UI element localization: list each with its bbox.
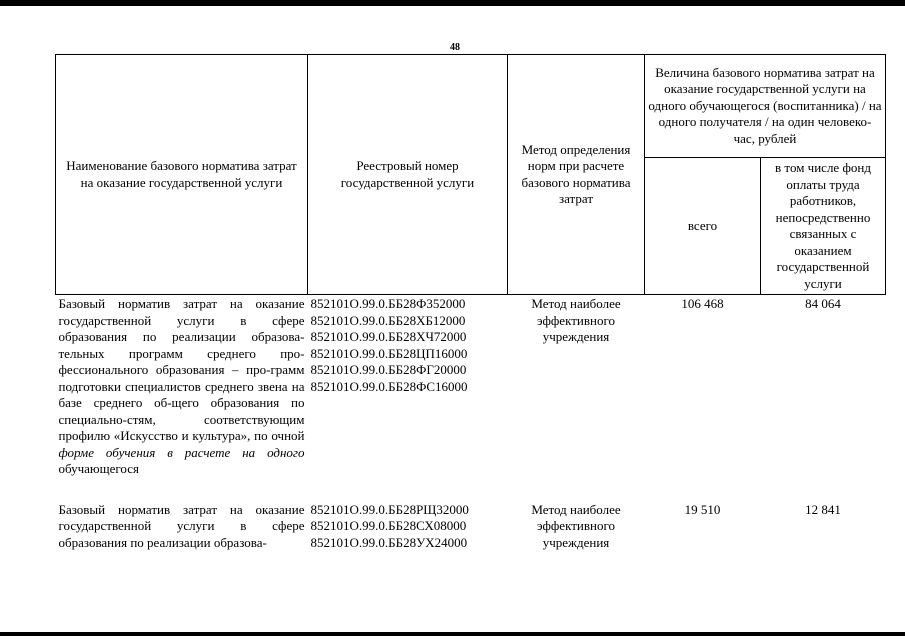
row-1-name-tail: обучающегося [58, 461, 140, 476]
row-spacer [56, 479, 886, 501]
base-norms-table [55, 54, 886, 552]
row-1-method: Метод наиболее эффективного учреждения [531, 296, 621, 344]
row-2-total: 19 510 [684, 501, 721, 517]
header-registry: Реестровый номер государственной услуги [308, 55, 508, 295]
header-value-group: Величина базового норматива затрат на оказание государственной услуги на одного обучающегося (воспитанника) / на одного получателя / на один человеко-час, рублей [645, 55, 886, 158]
table-row [56, 295, 886, 479]
row-1-name [56, 295, 308, 479]
row-2-fot: 12 841 [805, 501, 841, 517]
row-1-name-text: Базовый норматив затрат на оказание государственной услуги в сфере образования по реализации образова-тельных программ среднего про-фессионального образования – про-грамм подготовки специалистов среднего звена на базе среднего об-щего образования по специально-стям, соответствующим профилю «Искусство и культура», по очной [58, 296, 305, 443]
row-2-name: Базовый норматив затрат на оказание государственной услуги в сфере образования по реализации образова- [58, 501, 305, 550]
row-2-registry: 852101О.99.0.ББ28РЩ32000 852101О.99.0.ББ28СХ08000 852101О.99.0.ББ28УХ24000 [310, 501, 469, 550]
header-total: всего [645, 158, 761, 295]
header-method: Метод определения норм при расчете базового норматива затрат [508, 55, 645, 295]
bottom-border-rule [0, 632, 905, 636]
page-number: 48 [450, 42, 460, 53]
header-name: Наименование базового норматива затрат на оказание государственной услуги [56, 55, 308, 295]
top-border-rule [0, 0, 905, 6]
table-header-row [56, 55, 886, 158]
row-1-name-italic: форме обучения в расчете на одного [58, 444, 305, 460]
row-1-registry: 852101О.99.0.ББ28Ф352000 852101О.99.0.ББ28ХБ12000 852101О.99.0.ББ28ХЧ72000 852101О.99.0.ББ28ЦП16000 852101О.99.0.ББ28ФГ20000 852101О.99.0.ББ28ФС16000 [310, 296, 468, 394]
table-row [56, 501, 886, 553]
header-fot: в том числе фонд оплаты труда работников, непосредственно связанных с оказанием государственной услуги [761, 158, 886, 295]
row-1-fot: 84 064 [805, 296, 841, 311]
row-1-total: 106 468 [681, 296, 724, 311]
row-2-method: Метод наиболее эффективного учреждения [531, 501, 621, 550]
